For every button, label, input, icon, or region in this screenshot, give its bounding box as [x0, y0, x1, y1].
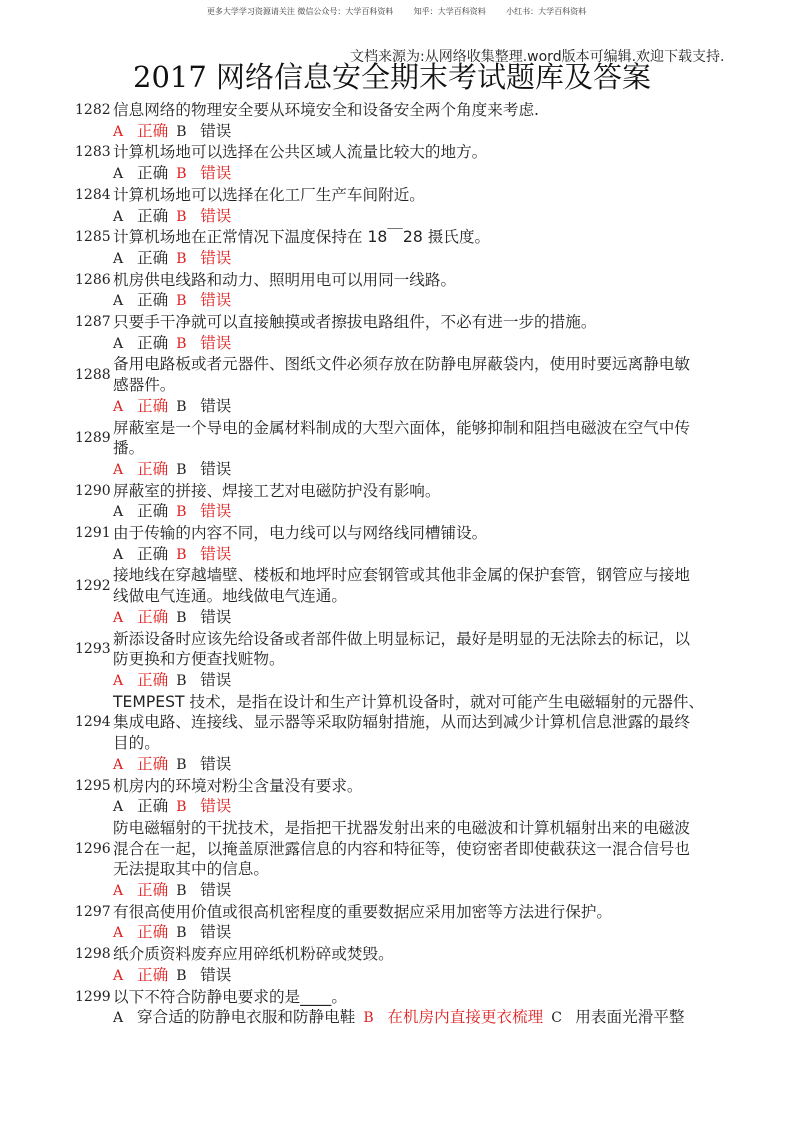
option-letter: A [113, 293, 124, 310]
option-letter: C [551, 1010, 562, 1027]
question-text [113, 312, 596, 333]
question-line: 防电磁辐射的干扰技术，是指把干扰器发射出来的电磁波和计算机辐射出来的电磁波 [113, 818, 690, 837]
option-letter: A [113, 1010, 124, 1027]
question-line: 播。 [113, 439, 145, 458]
question-number: 1282 [75, 102, 111, 118]
option-text: 错误 [200, 965, 232, 984]
question-number: 1295 [75, 777, 111, 794]
answer-options [113, 754, 715, 776]
option [113, 207, 168, 225]
option-text: 正确 [137, 291, 169, 310]
question [75, 481, 715, 523]
option-letter: A [113, 756, 124, 773]
question [75, 185, 715, 227]
question-line: 计算机场地可以选择在公共区域人流量比较大的地方。 [113, 143, 488, 162]
question [75, 418, 715, 481]
question-line: 机房内的环境对粉尘含量没有要求。 [113, 776, 363, 795]
option-text: 错误 [200, 121, 232, 140]
question-text [113, 944, 394, 965]
option-letter: A [113, 799, 124, 816]
option-text: 正确 [137, 797, 169, 816]
question-number: 1286 [75, 271, 111, 288]
option-letter: B [176, 293, 187, 310]
question-number: 1294 [75, 714, 111, 731]
option-letter: B [176, 546, 187, 563]
option-text: 错误 [200, 459, 232, 478]
option-correct [113, 881, 168, 899]
option-text: 正确 [137, 396, 169, 415]
question-line: 接地线在穿越墙壁、楼板和地坪时应套钢管或其他非金属的保护套管，钢管应与接地 [113, 566, 690, 585]
question-list [75, 100, 715, 1029]
option [113, 164, 168, 182]
option-letter: B [176, 250, 187, 267]
question-text [113, 818, 690, 880]
question [75, 227, 715, 269]
question-number: 1299 [75, 988, 111, 1005]
option-text: 错误 [200, 333, 232, 352]
question-text [113, 523, 487, 544]
option-letter: B [176, 925, 187, 942]
question-text [113, 629, 690, 670]
option-letter: A [113, 925, 124, 942]
option [176, 608, 231, 626]
option-text: 错误 [200, 544, 232, 563]
question-stem [75, 902, 715, 923]
question [75, 354, 715, 417]
question-number: 1297 [75, 903, 111, 920]
question-text [113, 987, 347, 1008]
question-line: 混合在一起，以掩盖原泄露信息的内容和特征等，使窃密者即使截获这一混合信号也 [113, 839, 690, 858]
question-number: 1288 [75, 366, 111, 383]
option-letter: B [176, 123, 187, 140]
option-text: 错误 [200, 206, 232, 225]
option [113, 291, 168, 309]
answer-options [113, 1007, 715, 1029]
option-letter: B [176, 756, 187, 773]
question-text [113, 142, 487, 163]
question-text [113, 481, 440, 502]
question-stem [75, 354, 715, 395]
option-text: 正确 [137, 607, 169, 626]
answer-options [113, 670, 715, 692]
option-correct [176, 502, 231, 520]
question-stem [75, 270, 715, 291]
option-text: 错误 [200, 670, 232, 689]
option-text: 穿合适的防静电衣服和防静电鞋 [137, 1008, 356, 1027]
option-letter: A [113, 883, 124, 900]
option [113, 1008, 355, 1026]
option-correct [363, 1008, 543, 1026]
question [75, 944, 715, 986]
question [75, 100, 715, 142]
option [113, 334, 168, 352]
option-letter: B [176, 967, 187, 984]
question-line: 屏蔽室是一个导电的金属材料制成的大型六面体，能够抑制和阻挡电磁波在空气中传 [113, 418, 690, 437]
question-number: 1298 [75, 946, 111, 963]
question-stem [75, 818, 715, 880]
question-line: TEMPEST 技术，是指在设计和生产计算机设备时，就对可能产生电磁辐射的元器件、 [113, 692, 705, 711]
option-correct [113, 397, 168, 415]
answer-options [113, 796, 715, 818]
question [75, 692, 715, 776]
question-stem [75, 776, 715, 797]
answer-options [113, 206, 715, 228]
option-letter: A [113, 335, 124, 352]
question-line: 无法提取其中的信息。 [113, 860, 269, 879]
option-correct [176, 334, 231, 352]
option-text: 正确 [137, 164, 169, 183]
question-stem [75, 944, 715, 965]
option-correct [113, 122, 168, 140]
option-correct [176, 545, 231, 563]
option-text: 正确 [137, 923, 169, 942]
question-number: 1287 [75, 314, 111, 331]
option-correct [176, 207, 231, 225]
question-text [113, 565, 690, 606]
answer-options [113, 333, 715, 355]
answer-options [113, 544, 715, 566]
option-letter: A [113, 609, 124, 626]
answer-options [113, 121, 715, 143]
option-letter: B [176, 883, 187, 900]
question-stem [75, 418, 715, 459]
option [113, 545, 168, 563]
option-letter: A [113, 672, 124, 689]
question-stem [75, 142, 715, 163]
question-line: 线做电气连通。地线做电气连通。 [113, 587, 347, 606]
question-number: 1285 [75, 229, 111, 246]
answer-options [113, 248, 715, 270]
option-text: 正确 [137, 333, 169, 352]
option-text: 正确 [137, 502, 169, 521]
question-line: 信息网络的物理安全要从环境安全和设备安全两个角度来考虑. [113, 101, 539, 119]
question-stem [75, 629, 715, 670]
option-correct [113, 755, 168, 773]
question [75, 629, 715, 692]
option-text: 在机房内直接更衣梳理 [387, 1008, 544, 1027]
option [176, 881, 231, 899]
option-letter: B [176, 504, 187, 521]
option-text: 正确 [137, 544, 169, 563]
question-stem [75, 692, 715, 754]
question-line: 新添设备时应该先给设备或者部件做上明显标记，最好是明显的无法除去的标记，以 [113, 629, 690, 648]
question-line: 由于传输的内容不同，电力线可以与网络线同槽铺设。 [113, 524, 488, 543]
question-line: 感器件。 [113, 376, 176, 395]
option-correct [113, 923, 168, 941]
option-text: 错误 [200, 797, 232, 816]
question-text [113, 354, 690, 395]
option-letter: B [176, 335, 187, 352]
question-text [113, 100, 539, 121]
question [75, 270, 715, 312]
question [75, 776, 715, 818]
question [75, 818, 715, 902]
question-line: 屏蔽室的拼接、焊接工艺对电磁防护没有影响。 [113, 481, 441, 500]
question-text [113, 692, 704, 754]
question [75, 312, 715, 354]
page-title: 2017 网络信息安全期末考试题库及答案 [133, 60, 652, 94]
question-stem [75, 523, 715, 544]
option-text: 错误 [200, 607, 232, 626]
option-correct [113, 671, 168, 689]
answer-options [113, 607, 715, 629]
option-letter: B [363, 1010, 374, 1027]
option-letter: B [176, 672, 187, 689]
question-number: 1290 [75, 482, 111, 499]
question-text [113, 776, 363, 797]
question-stem [75, 987, 715, 1008]
option-text: 正确 [137, 459, 169, 478]
option-letter: A [113, 398, 124, 415]
answer-options [113, 163, 715, 185]
answer-options [113, 290, 715, 312]
option-letter: A [113, 123, 124, 140]
question-line: 备用电路板或者元器件、图纸文件必须存放在防静电屏蔽袋内，使用时要远离静电敏 [113, 355, 690, 374]
option-correct [176, 797, 231, 815]
option-correct [176, 249, 231, 267]
question-line: 只要手干净就可以直接触摸或者擦拔电路组件，不必有进一步的措施。 [113, 313, 597, 332]
question-stem [75, 185, 715, 206]
question-number: 1293 [75, 640, 111, 657]
option-text: 错误 [200, 291, 232, 310]
question-stem [75, 312, 715, 333]
option-text: 用表面光滑平整 [575, 1008, 685, 1027]
option-correct [113, 966, 168, 984]
question-text [113, 418, 690, 459]
option-letter: A [113, 504, 124, 521]
question-text [113, 185, 425, 206]
question-line: 机房供电线路和动力、照明用电可以用同一线路。 [113, 270, 457, 289]
option [113, 502, 168, 520]
question-line: 目的。 [113, 734, 160, 753]
option-letter: B [176, 799, 187, 816]
question-line: 计算机场地可以选择在化工厂生产车间附近。 [113, 185, 425, 204]
question-number: 1292 [75, 577, 111, 594]
option-letter: B [176, 398, 187, 415]
option-letter: A [113, 208, 124, 225]
answer-options [113, 501, 715, 523]
question-line: 纸介质资料废弃应用碎纸机粉碎或焚毁。 [113, 945, 394, 964]
option-text: 错误 [200, 164, 232, 183]
option-letter: A [113, 166, 124, 183]
question-stem [75, 100, 715, 121]
question [75, 565, 715, 628]
option [551, 1008, 684, 1026]
option-correct [176, 291, 231, 309]
option-correct [113, 608, 168, 626]
option-letter: A [113, 461, 124, 478]
option-text: 正确 [137, 881, 169, 900]
option-text: 正确 [137, 965, 169, 984]
question-line: 计算机场地在正常情况下温度保持在 18￣28 摄氏度。 [113, 228, 491, 247]
question-text [113, 902, 612, 923]
option-letter: B [176, 166, 187, 183]
header-note: 更多大学学习资源请关注 微信公众号：大学百科资料 知乎：大学百科资料 小红书：大学百科资料 [206, 7, 587, 16]
option [176, 460, 231, 478]
option [113, 797, 168, 815]
option [176, 923, 231, 941]
question-text [113, 270, 456, 291]
option-text: 错误 [200, 502, 232, 521]
option [176, 966, 231, 984]
option-text: 正确 [137, 121, 169, 140]
option [176, 671, 231, 689]
question-stem [75, 227, 715, 248]
option-text: 错误 [200, 754, 232, 773]
answer-options [113, 459, 715, 481]
option-letter: B [176, 609, 187, 626]
question-number: 1289 [75, 429, 111, 446]
watermark-text: 文档来源为:从网络收集整理.word版本可编辑.欢迎下载支持. [350, 49, 725, 65]
question-line: 以下不符合防静电要求的是____。 [113, 987, 347, 1006]
option-letter: B [176, 461, 187, 478]
option-correct [176, 164, 231, 182]
option-text: 错误 [200, 923, 232, 942]
question-number: 1296 [75, 840, 111, 857]
option-text: 正确 [137, 754, 169, 773]
option-letter: A [113, 967, 124, 984]
answer-options [113, 396, 715, 418]
question [75, 902, 715, 944]
option-text: 错误 [200, 248, 232, 267]
option-text: 错误 [200, 396, 232, 415]
option [176, 122, 231, 140]
question-line: 集成电路、连接线、显示器等采取防辐射措施，从而达到减少计算机信息泄露的最终 [113, 713, 690, 732]
question [75, 523, 715, 565]
question-stem [75, 481, 715, 502]
question [75, 142, 715, 184]
question-number: 1284 [75, 186, 111, 203]
option-text: 正确 [137, 248, 169, 267]
option-letter: A [113, 250, 124, 267]
option [113, 249, 168, 267]
option-text: 错误 [200, 881, 232, 900]
question-stem [75, 565, 715, 606]
answer-options [113, 922, 715, 944]
question-number: 1283 [75, 144, 111, 161]
answer-options [113, 880, 715, 902]
answer-options [113, 965, 715, 987]
question-number: 1291 [75, 525, 111, 542]
question-line: 有很高使用价值或很高机密程度的重要数据应采用加密等方法进行保护。 [113, 902, 613, 921]
question [75, 987, 715, 1029]
option-letter: A [113, 546, 124, 563]
option-letter: B [176, 208, 187, 225]
question-line: 防更换和方便查找赃物。 [113, 650, 285, 669]
option [176, 397, 231, 415]
option-text: 正确 [137, 206, 169, 225]
question-text [113, 227, 490, 248]
option-correct [113, 460, 168, 478]
option-text: 正确 [137, 670, 169, 689]
option [176, 755, 231, 773]
